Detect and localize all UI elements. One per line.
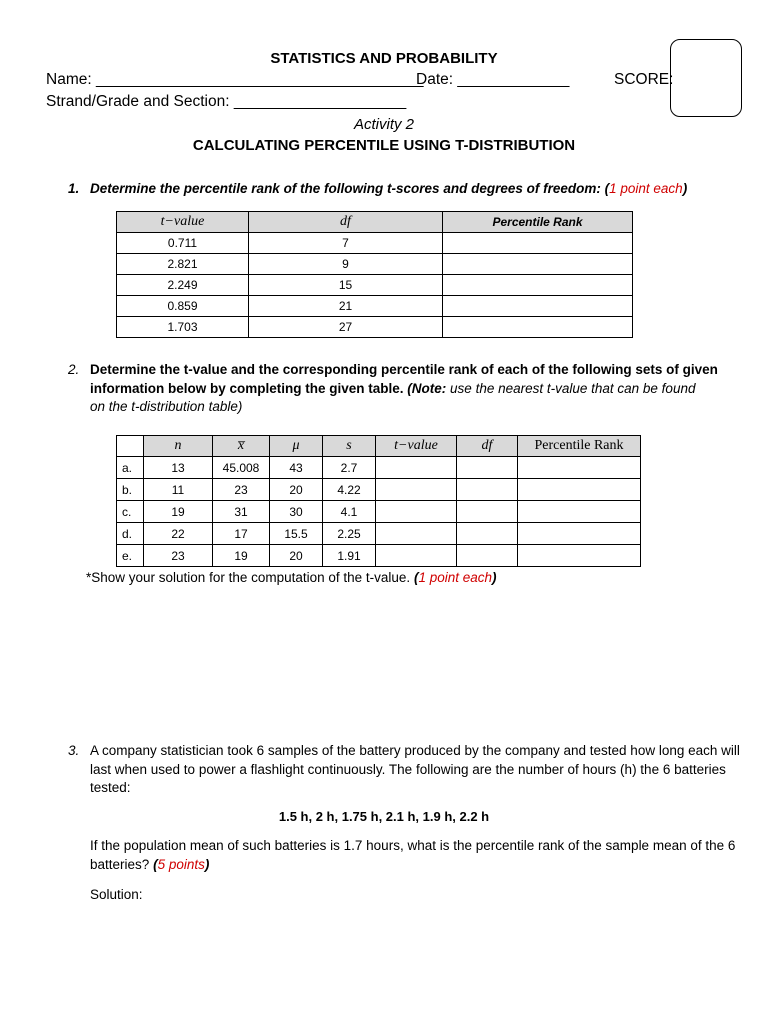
percentile-rank-cell[interactable] <box>443 317 633 338</box>
table-row <box>117 545 641 567</box>
table-row <box>117 479 641 501</box>
points-open: ( <box>413 570 419 585</box>
n-cell: 13 <box>144 457 213 479</box>
percentile-rank-cell[interactable] <box>443 296 633 317</box>
question-2-line-2: information below by completing the given table. <box>90 380 404 396</box>
t-value-cell[interactable] <box>376 523 457 545</box>
table-row <box>117 296 633 317</box>
s-cell: 2.25 <box>323 523 376 545</box>
topic-title: CALCULATING PERCENTILE USING T-DISTRIBUTION <box>192 137 576 154</box>
subject-title: STATISTICS AND PROBABILITY <box>270 50 498 67</box>
points-open: ( <box>604 181 610 196</box>
percentile-rank-cell[interactable] <box>443 233 633 254</box>
s-cell: 4.22 <box>323 479 376 501</box>
points-close: ) <box>682 181 688 196</box>
header-percentile-rank: Percentile Rank <box>443 212 633 233</box>
question-1-points: 1 point each <box>609 181 683 196</box>
t-value-table <box>116 435 641 567</box>
question-1-prompt: Determine the percentile rank of the following t-scores and degrees of freedom: <box>90 181 601 196</box>
mean-cell: 17 <box>213 523 270 545</box>
table-row <box>117 501 641 523</box>
mu-cell: 30 <box>270 501 323 523</box>
header-s: s <box>323 436 376 457</box>
t-value-cell: 0.711 <box>117 233 249 254</box>
df-cell[interactable] <box>457 501 518 523</box>
table-header-row <box>117 436 641 457</box>
mean-cell: 31 <box>213 501 270 523</box>
df-cell[interactable] <box>457 523 518 545</box>
table-header-row <box>117 212 633 233</box>
question-3-points: 5 points <box>157 856 205 872</box>
solution-note <box>86 569 497 588</box>
t-value-cell: 2.249 <box>117 275 249 296</box>
s-cell: 1.91 <box>323 545 376 567</box>
t-value-cell: 0.859 <box>117 296 249 317</box>
t-value-cell[interactable] <box>376 457 457 479</box>
points-close: ) <box>204 856 210 872</box>
mean-cell: 23 <box>213 479 270 501</box>
score-label: SCORE: <box>614 71 674 88</box>
header-percentile-rank: Percentile Rank <box>518 436 641 457</box>
question-3-prompt-line-2: batteries? <box>90 856 150 872</box>
question-2-line-3: on the t-distribution table) <box>90 399 243 414</box>
mean-cell: 45.008 <box>213 457 270 479</box>
header-sample-mean: x̅ <box>213 436 270 457</box>
question-3-prompt-line-1: If the population mean of such batteries is 1.7 hours, what is the percentile rank of the sample mean of the 6 <box>90 838 736 853</box>
question-2-number: 2. <box>68 362 80 377</box>
df-cell: 7 <box>249 233 443 254</box>
t-value-cell: 1.703 <box>117 317 249 338</box>
question-2-line-1: Determine the t-value and the corresponding percentile rank of each of the following sets of given <box>90 362 718 377</box>
points-close: ) <box>492 570 497 585</box>
percentile-rank-cell[interactable] <box>518 457 641 479</box>
df-cell: 15 <box>249 275 443 296</box>
question-3-prompt <box>90 837 735 874</box>
t-value-cell[interactable] <box>376 545 457 567</box>
df-cell: 27 <box>249 317 443 338</box>
note-label: (Note: <box>407 380 447 396</box>
name-field-label: Name: ______________________________________ <box>46 71 424 88</box>
mu-cell: 20 <box>270 479 323 501</box>
score-box <box>670 39 742 117</box>
percentile-rank-cell[interactable] <box>518 523 641 545</box>
row-label: b. <box>117 479 144 501</box>
battery-data: 1.5 h, 2 h, 1.75 h, 2.1 h, 1.9 h, 2.2 h <box>278 809 490 824</box>
df-cell[interactable] <box>457 457 518 479</box>
activity-label: Activity 2 <box>353 116 414 133</box>
question-3-line-2: last when used to power a flashlight continuously. The following are the number of hours (h) the 6 batteries <box>90 761 726 777</box>
mean-cell: 19 <box>213 545 270 567</box>
header-blank <box>117 436 144 457</box>
percentile-rank-cell[interactable] <box>443 254 633 275</box>
df-cell[interactable] <box>457 479 518 501</box>
question-3-number: 3. <box>68 743 80 758</box>
s-cell: 2.7 <box>323 457 376 479</box>
percentile-rank-cell[interactable] <box>518 545 641 567</box>
percentile-rank-cell[interactable] <box>443 275 633 296</box>
date-field-label: Date: _____________ <box>416 71 570 88</box>
df-cell: 21 <box>249 296 443 317</box>
header-mu: μ <box>270 436 323 457</box>
df-cell[interactable] <box>457 545 518 567</box>
solution-note-text: *Show your solution for the computation of the t-value. <box>86 570 411 585</box>
row-label: e. <box>117 545 144 567</box>
mu-cell: 43 <box>270 457 323 479</box>
t-value-cell: 2.821 <box>117 254 249 275</box>
n-cell: 22 <box>144 523 213 545</box>
header-df: df <box>457 436 518 457</box>
question-3-line-3: tested: <box>90 780 131 795</box>
s-cell: 4.1 <box>323 501 376 523</box>
table-row <box>117 523 641 545</box>
table-row <box>117 317 633 338</box>
question-3-line-1: A company statistician took 6 samples of the battery produced by the company and tested how long each will <box>90 743 740 758</box>
note-text: use the nearest t-value that can be found <box>446 380 696 396</box>
table-row <box>117 254 633 275</box>
header-t-value: t−value <box>117 212 249 233</box>
n-cell: 23 <box>144 545 213 567</box>
mu-cell: 15.5 <box>270 523 323 545</box>
percentile-table <box>116 211 633 338</box>
table-row <box>117 457 641 479</box>
row-label: a. <box>117 457 144 479</box>
header-df: df <box>249 212 443 233</box>
solution-label: Solution: <box>90 887 143 902</box>
header-n: n <box>144 436 213 457</box>
df-cell: 9 <box>249 254 443 275</box>
row-label: d. <box>117 523 144 545</box>
row-label: c. <box>117 501 144 523</box>
table-row <box>117 275 633 296</box>
percentile-rank-cell[interactable] <box>518 479 641 501</box>
percentile-rank-cell[interactable] <box>518 501 641 523</box>
n-cell: 19 <box>144 501 213 523</box>
header-t-value: t−value <box>376 436 457 457</box>
t-value-cell[interactable] <box>376 501 457 523</box>
table-row <box>117 233 633 254</box>
points-open: ( <box>153 856 158 872</box>
mu-cell: 20 <box>270 545 323 567</box>
question-2-points: 1 point each <box>418 570 493 585</box>
t-value-cell[interactable] <box>376 479 457 501</box>
question-1-number: 1. <box>68 181 80 196</box>
strand-field-label: Strand/Grade and Section: ____________________ <box>46 93 407 110</box>
n-cell: 11 <box>144 479 213 501</box>
